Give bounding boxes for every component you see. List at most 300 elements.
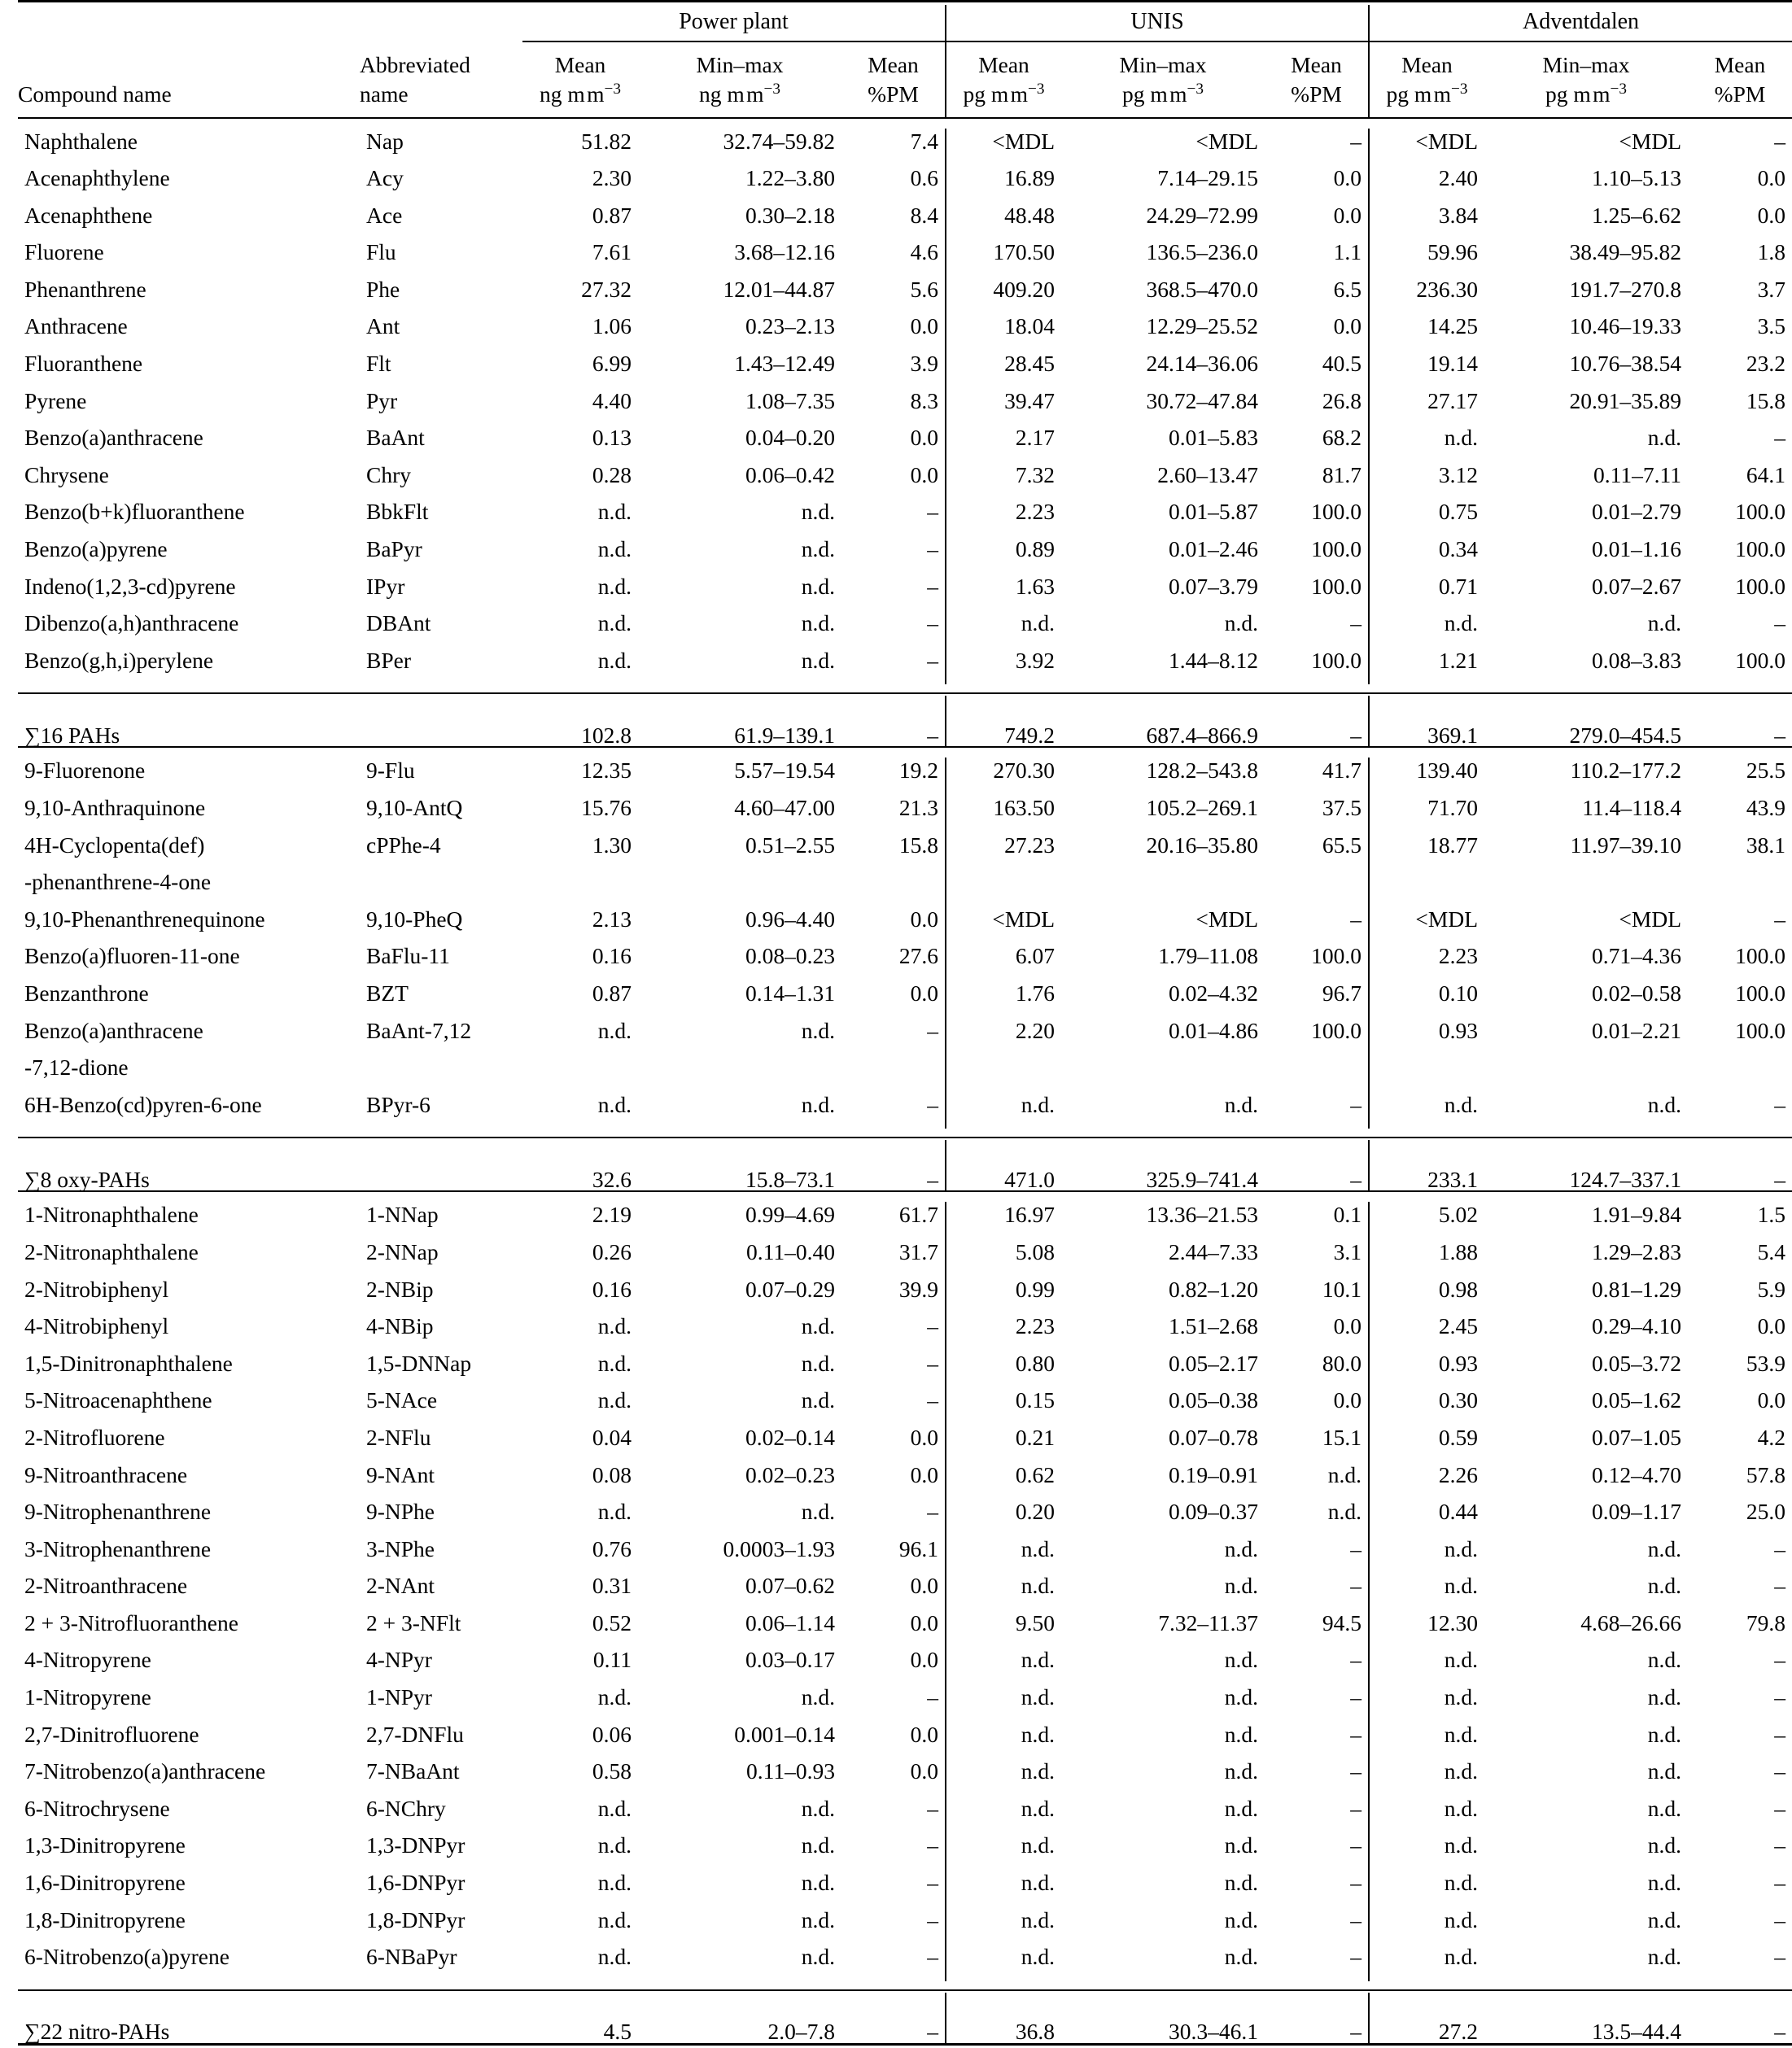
- cell-adv-mean: 0.98: [1369, 1277, 1484, 1314]
- cell-adv-minmax: 0.07–1.05: [1592, 1424, 1681, 1450]
- cell-compound-name: Benzo(a)pyrene: [24, 536, 168, 562]
- cell-unis-minmax: 0.02–4.32: [1169, 980, 1258, 1006]
- unit-exponent: −3: [763, 80, 780, 98]
- cell-unis-minmax: <MDL: [1195, 906, 1258, 932]
- cell-adv-mean: n.d.: [1369, 610, 1484, 648]
- cell-pp-minmax: n.d.: [801, 1350, 835, 1376]
- cell-adv-mean: 12.30: [1369, 1610, 1484, 1648]
- table-row: [18, 536, 1792, 574]
- cell-adv-minmax: n.d.: [1647, 1870, 1681, 1896]
- cell-compound-name: 7-Nitrobenzo(a)anthracene: [24, 1758, 266, 1784]
- column-header-abbrev-line2: name: [360, 81, 409, 107]
- cell-summary-label: [18, 1993, 360, 2045]
- cell-unis-mean: 2.20: [946, 1018, 1061, 1055]
- cell-pp-mean: n.d.: [597, 536, 632, 562]
- cell-compound-name: 4H-Cyclopenta(def): [24, 832, 205, 858]
- cell-abbreviated-name: BPer: [366, 647, 411, 673]
- cell-unis-minmax: 0.05–2.17: [1169, 1350, 1258, 1376]
- column-header-pp-pm: [841, 41, 946, 118]
- cell-unis-mean: 2.23: [946, 499, 1061, 536]
- cell-adv-mean: 2.45: [1369, 1313, 1484, 1351]
- cell-adv-minmax: 1.25–6.62: [1592, 202, 1681, 228]
- cell-pp-mean: 0.13: [592, 425, 632, 451]
- table-row: [18, 1722, 1792, 1759]
- cell-pp-pm: [841, 1055, 946, 1092]
- cell-compound-name: 9,10-Phenanthrenequinone: [24, 906, 265, 932]
- cell-unis-pm: 100.0: [1311, 943, 1361, 969]
- cell-adv-mean: 18.77: [1369, 832, 1484, 870]
- cell-unis-pm: –: [1350, 1647, 1361, 1673]
- cell-adv-minmax: 1.29–2.83: [1592, 1238, 1681, 1264]
- cell-compound-name: 6-Nitrochrysene: [24, 1795, 170, 1821]
- cell-pp-minmax: 0.96–4.40: [745, 906, 835, 932]
- column-header-adv-pm: [1688, 41, 1792, 118]
- cell-pp-mean: n.d.: [597, 1906, 632, 1932]
- cell-unis-minmax: n.d.: [1224, 1870, 1258, 1896]
- table-row: [18, 351, 1792, 388]
- spacer-row: [18, 1129, 1792, 1138]
- cell-unis-pm: 0.1: [1333, 1202, 1361, 1228]
- table-row: [18, 499, 1792, 536]
- cell-unis-minmax: 0.07–0.78: [1169, 1424, 1258, 1450]
- cell-pp-pm: 0.6: [910, 165, 938, 191]
- cell-adv-minmax: n.d.: [1647, 1795, 1681, 1821]
- cell-pp-mean: n.d.: [597, 1832, 632, 1858]
- cell-adv-minmax: 0.02–0.58: [1592, 980, 1681, 1006]
- cell-compound-name: Benzo(a)fluoren-11-one: [24, 943, 240, 969]
- cell-pp-minmax: 1.08–7.35: [745, 387, 835, 413]
- column-header-unis-minmax-unit: pg m $m^{-3}$: [1122, 80, 1204, 107]
- cell-unis-mean: n.d.: [946, 1573, 1061, 1610]
- cell-pp-mean: 0.52: [592, 1609, 632, 1635]
- spacer-row: [18, 1981, 1792, 1990]
- cell-summary-adv-minmax: 13.5–44.4: [1592, 2019, 1681, 2045]
- cell-adv-pm: 3.7: [1757, 276, 1785, 302]
- cell-adv-minmax: 0.71–4.36: [1592, 943, 1681, 969]
- cell-pp-minmax: 0.001–0.14: [734, 1721, 835, 1747]
- cell-pp-minmax: 12.01–44.87: [723, 276, 835, 302]
- cell-pp-minmax: n.d.: [801, 1387, 835, 1413]
- cell-pp-mean: 12.35: [581, 758, 632, 784]
- cell-adv-minmax: 0.12–4.70: [1592, 1461, 1681, 1487]
- table-row: [18, 1313, 1792, 1351]
- cell-unis-mean: 48.48: [946, 203, 1061, 240]
- cell-compound-name: Fluoranthene: [24, 351, 143, 377]
- cell-unis-pm: –: [1350, 1832, 1361, 1858]
- cell-adv-mean: 2.40: [1369, 165, 1484, 203]
- cell-unis-mean: n.d.: [946, 1796, 1061, 1833]
- cell-unis-mean: n.d.: [946, 1647, 1061, 1684]
- cell-summary-label: [18, 696, 360, 747]
- cell-unis-minmax: n.d.: [1224, 610, 1258, 636]
- table-row: [18, 1647, 1792, 1684]
- cell-compound-name: 2,7-Dinitrofluorene: [24, 1721, 199, 1747]
- cell-unis-minmax: 0.01–4.86: [1169, 1017, 1258, 1043]
- cell-unis-mean: 2.23: [946, 1313, 1061, 1351]
- cell-adv-minmax: 38.49–95.82: [1569, 239, 1681, 265]
- cell-abbreviated-name: 2,7-DNFlu: [366, 1721, 464, 1747]
- column-header-pp-minmax-unit: ng m $m^{-3}$: [699, 80, 780, 107]
- cell-pp-pm: 0.0: [910, 1573, 938, 1599]
- unit-text: ng m: [699, 81, 745, 107]
- table-row: [18, 1684, 1792, 1722]
- cell-pp-mean: 15.76: [581, 795, 632, 820]
- cell-abbreviated-name: 6-NBaPyr: [366, 1944, 457, 1970]
- cell-adv-pm: 0.0: [1757, 1387, 1785, 1413]
- cell-compound-name: Fluorene: [24, 239, 104, 265]
- cell-pp-pm: –: [927, 1387, 938, 1413]
- cell-unis-mean: [946, 869, 1061, 906]
- cell-compound-name: 1,5-Dinitronaphthalene: [24, 1350, 233, 1376]
- cell-compound-name: 2-Nitronaphthalene: [24, 1238, 199, 1264]
- cell-pp-pm: 96.1: [898, 1535, 938, 1561]
- cell-pp-pm: 5.6: [910, 276, 938, 302]
- cell-adv-minmax: 10.76–38.54: [1569, 351, 1681, 377]
- cell-pp-mean: [522, 1055, 638, 1092]
- cell-pp-pm: –: [927, 1313, 938, 1339]
- table-row: [18, 648, 1792, 685]
- cell-compound-name: 6-Nitrobenzo(a)pyrene: [24, 1944, 229, 1970]
- cell-unis-pm: 80.0: [1322, 1350, 1361, 1376]
- column-header-adv-mean: [1369, 41, 1484, 118]
- cell-pp-mean: 1.06: [592, 313, 632, 339]
- cell-abbreviated-name: cPPhe-4: [366, 832, 441, 858]
- table-row: [18, 1610, 1792, 1648]
- cell-abbreviated-name: 1,5-DNNap: [366, 1350, 472, 1376]
- unit-exponent: −3: [604, 80, 621, 98]
- cell-abbreviated-name: Chry: [366, 461, 411, 487]
- cell-compound-name: 1-Nitronaphthalene: [24, 1202, 199, 1228]
- cell-unis-mean: 0.15: [946, 1387, 1061, 1425]
- cell-unis-mean: n.d.: [946, 1907, 1061, 1945]
- cell-unis-minmax: [1061, 869, 1265, 906]
- cell-abbreviated-name: Pyr: [366, 387, 398, 413]
- cell-pp-minmax: n.d.: [801, 1017, 835, 1043]
- cell-adv-mean: n.d.: [1369, 1647, 1484, 1684]
- cell-unis-mean: 0.99: [946, 1277, 1061, 1314]
- column-header-pp-minmax: [638, 41, 841, 118]
- cell-adv-mean: 3.12: [1369, 462, 1484, 500]
- cell-pp-pm: –: [927, 1684, 938, 1710]
- cell-pp-minmax: 0.02–0.14: [745, 1424, 835, 1450]
- cell-adv-pm: –: [1774, 1832, 1785, 1858]
- cell-pp-minmax: n.d.: [801, 1684, 835, 1710]
- cell-pp-mean: n.d.: [597, 647, 632, 673]
- cell-pp-minmax: [638, 1055, 841, 1092]
- cell-unis-minmax: 30.72–47.84: [1146, 387, 1258, 413]
- cell-adv-pm: –: [1774, 1573, 1785, 1599]
- column-header-unis-mean-unit: pg m $m^{-3}$: [963, 80, 1045, 107]
- cell-summary-unis-mean: 36.8: [946, 1993, 1061, 2045]
- cell-adv-pm: –: [1774, 1906, 1785, 1932]
- cell-adv-minmax: n.d.: [1647, 1758, 1681, 1784]
- cell-adv-pm: 0.0: [1757, 165, 1785, 191]
- cell-pp-minmax: 0.11–0.40: [746, 1238, 835, 1264]
- cell-unis-pm: –: [1350, 1870, 1361, 1896]
- column-header-adv-mean-unit: pg m $m^{-3}$: [1386, 80, 1468, 107]
- cell-compound-name: Benzo(g,h,i)perylene: [24, 647, 214, 673]
- cell-abbreviated-name: BaAnt-7,12: [366, 1017, 472, 1043]
- cell-pp-pm: 0.0: [910, 906, 938, 932]
- cell-summary-unis-minmax: 325.9–741.4: [1146, 1166, 1258, 1192]
- summary-row-oxypahs: [18, 1140, 1792, 1191]
- cell-abbreviated-name: Ace: [366, 202, 403, 228]
- cell-pp-pm: 39.9: [898, 1276, 938, 1302]
- cell-unis-minmax: 368.5–470.0: [1146, 276, 1258, 302]
- cell-unis-minmax: 1.44–8.12: [1169, 647, 1258, 673]
- cell-pp-minmax: n.d.: [801, 1832, 835, 1858]
- cell-summary-label: [18, 1140, 360, 1191]
- cell-unis-pm: [1265, 869, 1369, 906]
- cell-pp-mean: n.d.: [597, 1313, 632, 1339]
- cell-abbreviated-name: [360, 1055, 522, 1092]
- cell-unis-mean: 270.30: [946, 758, 1061, 795]
- cell-adv-minmax: 0.29–4.10: [1592, 1313, 1681, 1339]
- cell-unis-pm: –: [1350, 1944, 1361, 1970]
- cell-adv-mean: 14.25: [1369, 313, 1484, 351]
- cell-unis-mean: 163.50: [946, 795, 1061, 832]
- cell-pp-pm: –: [927, 1350, 938, 1376]
- cell-compound-name: 5-Nitroacenaphthene: [24, 1387, 212, 1413]
- cell-summary-pp-pm: –: [927, 1166, 938, 1192]
- cell-adv-mean: 0.30: [1369, 1387, 1484, 1425]
- cell-unis-pm: 96.7: [1322, 980, 1361, 1006]
- cell-unis-pm: 0.0: [1333, 1387, 1361, 1413]
- cell-adv-pm: 100.0: [1735, 647, 1785, 673]
- cell-unis-mean: 39.47: [946, 388, 1061, 426]
- cell-pp-pm: –: [927, 1832, 938, 1858]
- cell-pp-mean: 0.11: [592, 1647, 632, 1673]
- cell-pp-mean: 0.08: [592, 1461, 632, 1487]
- cell-pp-mean: 0.28: [592, 461, 632, 487]
- cell-pp-pm: 7.4: [910, 128, 938, 154]
- cell-pp-mean: n.d.: [597, 1870, 632, 1896]
- table-row: [18, 1425, 1792, 1462]
- cell-compound-name: Acenaphthene: [24, 202, 153, 228]
- cell-pp-pm: –: [927, 1944, 938, 1970]
- cell-adv-pm: 4.2: [1757, 1424, 1785, 1450]
- cell-unis-minmax: n.d.: [1224, 1684, 1258, 1710]
- cell-unis-pm: 10.1: [1322, 1276, 1361, 1302]
- cell-pp-pm: 21.3: [898, 795, 938, 820]
- cell-compound-name: 2-Nitrobiphenyl: [24, 1276, 169, 1302]
- cell-pp-pm: –: [927, 1795, 938, 1821]
- cell-unis-minmax: 7.32–11.37: [1158, 1609, 1258, 1635]
- cell-summary-pp-pm: –: [927, 722, 938, 748]
- cell-pp-mean: 0.06: [592, 1721, 632, 1747]
- cell-unis-pm: 6.5: [1333, 276, 1361, 302]
- table-row: [18, 943, 1792, 980]
- cell-adv-minmax: 20.91–35.89: [1569, 387, 1681, 413]
- cell-unis-minmax: 0.01–5.87: [1169, 499, 1258, 525]
- cell-pp-minmax: 3.68–12.16: [734, 239, 835, 265]
- cell-adv-pm: 1.5: [1757, 1202, 1785, 1228]
- cell-adv-mean: n.d.: [1369, 1758, 1484, 1796]
- cell-abbreviated-name: 1-NPyr: [366, 1684, 432, 1710]
- spacer-cell: [18, 1981, 1792, 1990]
- cell-abbreviated-name: 9-Flu: [366, 758, 415, 784]
- cell-adv-minmax: 0.08–3.83: [1592, 647, 1681, 673]
- table-header: [18, 2, 1792, 118]
- cell-summary-abbrev: [360, 696, 522, 747]
- cell-unis-mean: [946, 1055, 1061, 1092]
- cell-compound-name: 2-Nitrofluorene: [24, 1424, 165, 1450]
- cell-pp-mean: 0.87: [592, 980, 632, 1006]
- cell-adv-minmax: n.d.: [1647, 1684, 1681, 1710]
- cell-adv-pm: –: [1774, 906, 1785, 932]
- cell-unis-minmax: n.d.: [1224, 1758, 1258, 1784]
- cell-adv-mean: 27.17: [1369, 388, 1484, 426]
- cell-unis-minmax: n.d.: [1224, 1906, 1258, 1932]
- table-row: [18, 1907, 1792, 1945]
- cell-compound-name: Phenanthrene: [24, 276, 146, 302]
- cell-adv-pm: 5.4: [1757, 1238, 1785, 1264]
- cell-adv-mean: n.d.: [1369, 1907, 1484, 1945]
- cell-compound-name: 9-Nitroanthracene: [24, 1461, 188, 1487]
- cell-adv-pm: 38.1: [1746, 832, 1785, 858]
- cell-summary-adv-pm: –: [1774, 2019, 1785, 2045]
- column-header-unis-pm-label: Mean: [1291, 52, 1342, 77]
- cell-adv-pm: [1688, 1055, 1792, 1092]
- cell-pp-pm: 0.0: [910, 1647, 938, 1673]
- group-header-spacer-name: [18, 5, 360, 41]
- cell-summary-pp-minmax: 15.8–73.1: [745, 1166, 835, 1192]
- cell-unis-pm: 100.0: [1311, 536, 1361, 562]
- cell-pp-minmax: n.d.: [801, 1795, 835, 1821]
- cell-unis-pm: [1265, 1055, 1369, 1092]
- column-header-pp-pm-unit: %PM: [868, 81, 919, 107]
- cell-pp-minmax: 4.60–47.00: [734, 795, 835, 820]
- cell-unis-pm: 40.5: [1322, 351, 1361, 377]
- cell-pp-minmax: 0.04–0.20: [745, 425, 835, 451]
- cell-pp-pm: 8.4: [910, 202, 938, 228]
- cell-adv-mean: 19.14: [1369, 351, 1484, 388]
- cell-unis-mean: 5.08: [946, 1239, 1061, 1277]
- cell-adv-mean: n.d.: [1369, 425, 1484, 462]
- table-row: [18, 1239, 1792, 1277]
- table-row: [18, 1870, 1792, 1907]
- cell-unis-pm: 100.0: [1311, 647, 1361, 673]
- table-row: [18, 758, 1792, 795]
- cell-unis-mean: 0.20: [946, 1499, 1061, 1536]
- table-row: [18, 1573, 1792, 1610]
- cell-adv-mean: n.d.: [1369, 1832, 1484, 1870]
- cell-unis-mean: 409.20: [946, 277, 1061, 314]
- cell-abbreviated-name: [360, 869, 522, 906]
- cell-abbreviated-name: 9,10-AntQ: [366, 795, 463, 820]
- cell-adv-pm: 57.8: [1746, 1461, 1785, 1487]
- cell-adv-pm: 0.0: [1757, 1313, 1785, 1339]
- cell-pp-minmax: 32.74–59.82: [723, 128, 835, 154]
- cell-adv-minmax: n.d.: [1647, 1832, 1681, 1858]
- cell-adv-mean: 0.93: [1369, 1018, 1484, 1055]
- cell-pp-minmax: 0.23–2.13: [745, 313, 835, 339]
- cell-abbreviated-name: 1-NNap: [366, 1202, 439, 1228]
- summary-label-text: 8 oxy-PAHs: [40, 1166, 150, 1192]
- cell-unis-mean: 170.50: [946, 239, 1061, 277]
- cell-unis-mean: n.d.: [946, 1536, 1061, 1574]
- summary-row-nitropahs: [18, 1993, 1792, 2045]
- cell-pp-minmax: [638, 869, 841, 906]
- cell-unis-mean: n.d.: [946, 1944, 1061, 1981]
- cell-adv-mean: [1369, 869, 1484, 906]
- cell-unis-pm: –: [1350, 1684, 1361, 1710]
- table-row: [18, 1832, 1792, 1870]
- table-body: [18, 118, 1792, 2048]
- unit-exponent: −3: [1450, 80, 1468, 98]
- cell-pp-pm: –: [927, 536, 938, 562]
- cell-pp-minmax: n.d.: [801, 573, 835, 599]
- cell-pp-mean: n.d.: [597, 1684, 632, 1710]
- cell-unis-minmax: 0.01–5.83: [1169, 425, 1258, 451]
- cell-adv-pm: 43.9: [1746, 795, 1785, 820]
- cell-unis-minmax: [1061, 1055, 1265, 1092]
- cell-unis-pm: 100.0: [1311, 1017, 1361, 1043]
- cell-adv-mean: 5.02: [1369, 1202, 1484, 1239]
- cell-pp-pm: [841, 869, 946, 906]
- cell-adv-mean: <MDL: [1369, 129, 1484, 166]
- column-header-pp-mean-unit: ng m $m^{-3}$: [540, 80, 621, 107]
- table-row: [18, 610, 1792, 648]
- cell-pp-mean: n.d.: [597, 1499, 632, 1525]
- cell-summary-pp-mean: 4.5: [603, 2019, 632, 2045]
- cell-pp-mean: 4.40: [592, 387, 632, 413]
- cell-adv-mean: 2.26: [1369, 1462, 1484, 1500]
- cell-pp-mean: 1.30: [592, 832, 632, 858]
- cell-adv-minmax: 1.10–5.13: [1592, 165, 1681, 191]
- cell-pp-minmax: 0.11–0.93: [746, 1758, 835, 1784]
- cell-compound-name: 4-Nitropyrene: [24, 1647, 151, 1673]
- table-row: [18, 980, 1792, 1018]
- unit-text: pg m: [1122, 81, 1168, 107]
- column-header-adv-pm-unit: %PM: [1714, 81, 1766, 107]
- cell-adv-minmax: n.d.: [1647, 425, 1681, 451]
- cell-pp-pm: 3.9: [910, 351, 938, 377]
- cell-abbreviated-name: 6-NChry: [366, 1795, 446, 1821]
- cell-adv-pm: –: [1774, 1758, 1785, 1784]
- cell-pp-minmax: 0.06–1.14: [745, 1609, 835, 1635]
- cell-unis-pm: –: [1350, 1091, 1361, 1117]
- cell-unis-mean: 9.50: [946, 1610, 1061, 1648]
- cell-compound-name: 1,3-Dinitropyrene: [24, 1832, 186, 1858]
- cell-pp-minmax: n.d.: [801, 1906, 835, 1932]
- cell-unis-pm: 1.1: [1333, 239, 1361, 265]
- cell-adv-minmax: 191.7–270.8: [1569, 276, 1681, 302]
- cell-adv-pm: –: [1774, 1944, 1785, 1970]
- cell-unis-minmax: <MDL: [1195, 128, 1258, 154]
- cell-pp-mean: 2.19: [592, 1202, 632, 1228]
- cell-unis-minmax: 20.16–35.80: [1146, 832, 1258, 858]
- cell-unis-mean: 0.89: [946, 536, 1061, 574]
- table-row: [18, 1499, 1792, 1536]
- cell-pp-pm: 15.8: [898, 832, 938, 858]
- cell-adv-minmax: 0.05–3.72: [1592, 1350, 1681, 1376]
- bottom-rule: [18, 2044, 1792, 2048]
- cell-unis-minmax: 105.2–269.1: [1146, 795, 1258, 820]
- cell-compound-name: Anthracene: [24, 313, 128, 339]
- cell-compound-name: Pyrene: [24, 387, 87, 413]
- cell-adv-pm: –: [1774, 1647, 1785, 1673]
- cell-pp-mean: 0.16: [592, 1276, 632, 1302]
- cell-adv-mean: 71.70: [1369, 795, 1484, 832]
- cell-pp-minmax: n.d.: [801, 1944, 835, 1970]
- cell-abbreviated-name: Flt: [366, 351, 391, 377]
- cell-adv-pm: 100.0: [1735, 573, 1785, 599]
- table-row: [18, 574, 1792, 611]
- cell-summary-adv-pm: –: [1774, 1166, 1785, 1192]
- column-header-unis-pm: [1265, 41, 1369, 118]
- cell-unis-minmax: n.d.: [1224, 1573, 1258, 1599]
